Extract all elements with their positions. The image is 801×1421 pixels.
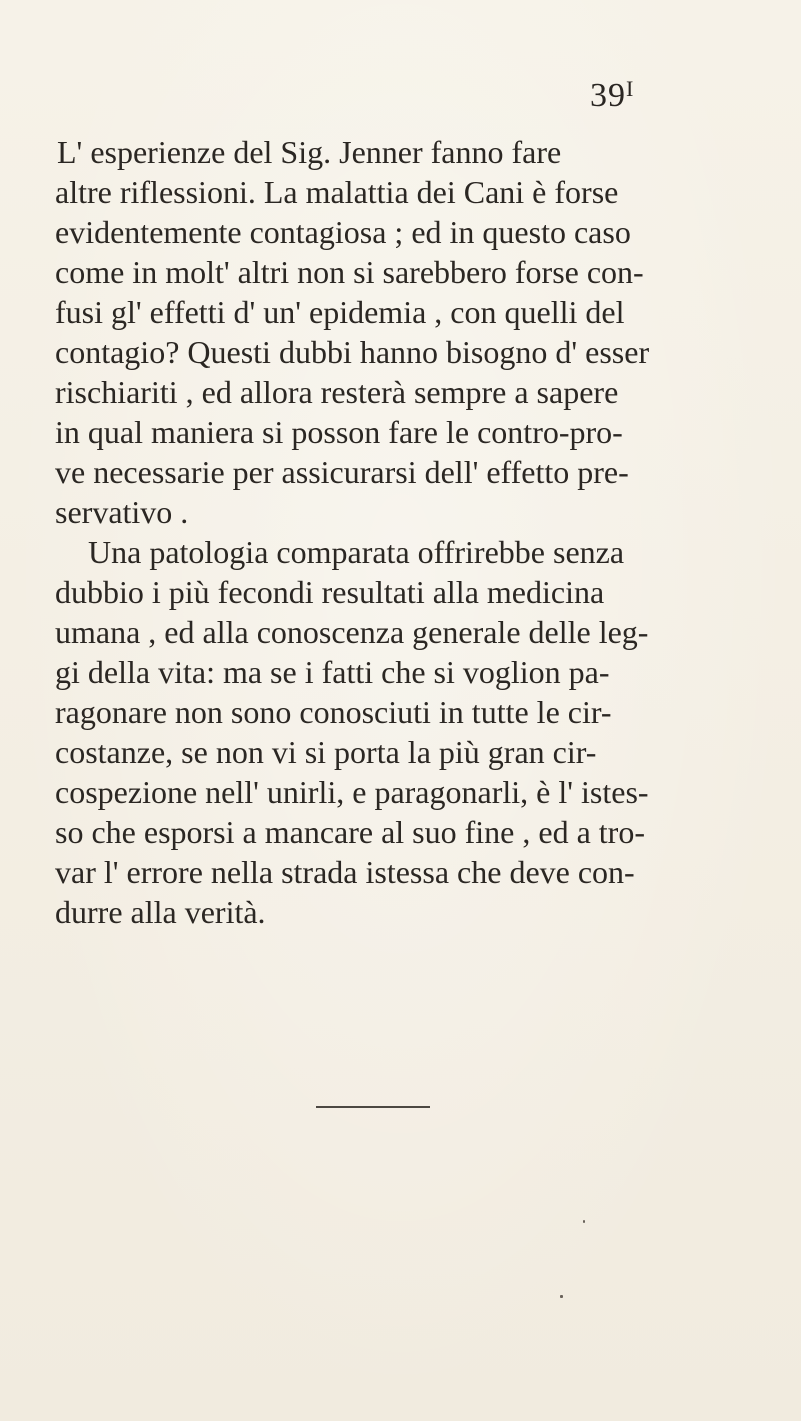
text-line: costanze, se non vi si porta la più gran cir- [55,734,597,770]
paper-speck [560,1295,563,1298]
page-number [590,76,634,115]
text-line: ragonare non sono conosciuti in tutte le cir- [55,694,612,730]
text-line: durre alla verità. [55,894,266,930]
paper-speck [583,1220,585,1223]
text-line: dubbio i più fecondi resultati alla medicina [55,574,605,610]
text-line: ve necessarie per assicurarsi dell' effetto pre- [55,454,629,490]
text-line: var l' errore nella strada istessa che deve con- [55,854,635,890]
text-line: rischiariti , ed allora resterà sempre a sapere [55,374,619,410]
text-line: servativo . [55,494,189,530]
text-line: umana , ed alla conoscenza generale delle leg- [55,614,649,650]
text-line: evidentemente contagiosa ; ed in questo caso [55,214,631,250]
text-line: come in molt' altri non si sarebbero forse con- [55,254,644,290]
text-line: gi della vita: ma se i fatti che si voglion pa- [55,654,610,690]
text-line: altre riflessioni. La malattia dei Cani è forse [55,174,619,210]
text-line: in qual maniera si posson fare le contro-pro- [55,414,623,450]
text-line: contagio? Questi dubbi hanno bisogno d' esser [55,334,650,370]
text-line: fusi gl' effetti d' un' epidemia , con quelli del [55,294,625,330]
text-line: Una patologia comparata offrirebbe senza [88,534,625,570]
page-number-digits: 39 [590,77,626,114]
text-line: L' esperienze del Sig. Jenner fanno fare [57,134,562,170]
page-number-suffix: I [626,76,635,101]
end-rule [316,1106,430,1108]
text-line: cospezione nell' unirli, e paragonarli, è l' istes- [55,774,649,810]
text-line: so che esporsi a mancare al suo fine , ed a tro- [55,814,645,850]
